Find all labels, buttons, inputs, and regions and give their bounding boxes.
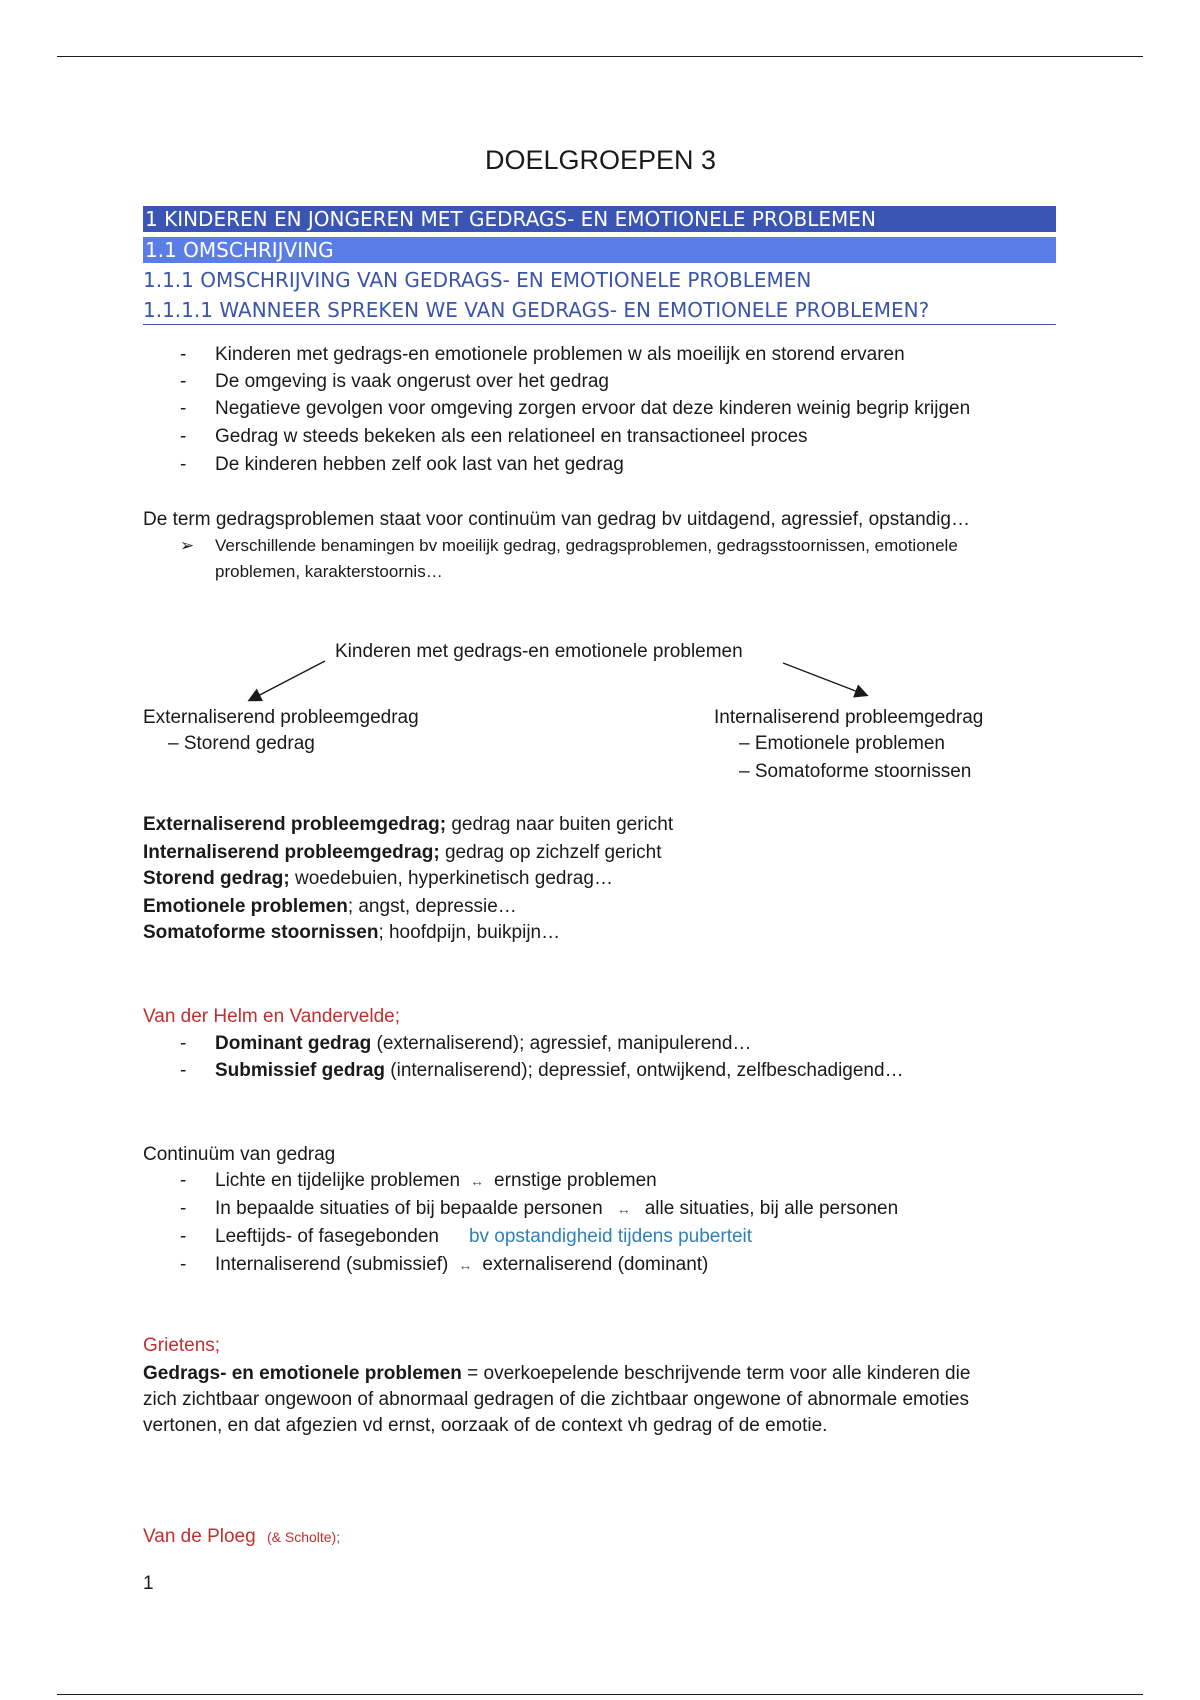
continuum-left: In bepaalde situaties of bij bepaalde personen [215, 1198, 603, 1219]
definition-term: Somatoforme stoornissen [143, 922, 379, 943]
list-item-text [215, 1030, 751, 1057]
grietens-line-1 [143, 1360, 970, 1387]
item-desc: (externaliserend); agressief, manipulerend… [371, 1033, 752, 1054]
ploeg-heading-sub: (& Scholte); [266, 1529, 341, 1545]
bullet-dash: - [180, 344, 187, 365]
definition-row [143, 893, 517, 920]
continuum-left: Internaliserend (submissief) [215, 1254, 449, 1275]
list-item-text [215, 1223, 752, 1250]
diagram-right-title: Internaliserend probleemgedrag [714, 707, 984, 728]
double-arrow-icon: ↔ [616, 1201, 631, 1217]
definition-desc: ; angst, depressie… [347, 896, 517, 917]
term-subline-1: Verschillende benamingen bv moeilijk gedrag, gedragsproblemen, gedragsstoornissen, emotionele [215, 536, 958, 555]
bullet-dash: - [180, 454, 187, 475]
list-item-text [215, 1167, 657, 1195]
definition-term: Externaliserend probleemgedrag; [143, 814, 447, 835]
definition-desc: woedebuien, hyperkinetisch gedrag… [289, 868, 613, 889]
list-item-text: De omgeving is vaak ongerust over het gedrag [215, 371, 609, 392]
definition-term: Internaliserend probleemgedrag; [143, 842, 440, 863]
definition-term: Emotionele problemen [143, 896, 348, 917]
grietens-line-3: vertonen, en dat afgezien vd ernst, oorzaak of de context vh gedrag of de emotie. [143, 1415, 828, 1436]
item-desc: (internaliserend); depressief, ontwijkend, zelfbeschadigend… [385, 1060, 904, 1081]
definition-desc: ; hoofdpijn, buikpijn… [378, 922, 561, 943]
heading-2: 1.1 OMSCHRIJVING [143, 237, 1056, 263]
bullet-dash: - [180, 1254, 187, 1275]
arrowhead-bullet-icon: ➢ [180, 536, 195, 555]
item-term: Dominant gedrag [215, 1033, 372, 1054]
definition-row [143, 839, 661, 866]
definition-desc: gedrag naar buiten gericht [446, 814, 674, 835]
double-arrow-icon: ↔ [458, 1257, 473, 1273]
term-sentence: De term gedragsproblemen staat voor continuüm van gedrag bv uitdagend, agressief, opstandig… [143, 509, 970, 530]
term-subline-2: problemen, karakterstoornis… [215, 562, 443, 581]
diagram-left-item: – Storend gedrag [168, 733, 315, 754]
heading-1: 1 KINDEREN EN JONGEREN MET GEDRAGS- EN EMOTIONELE PROBLEMEN [143, 206, 1056, 232]
double-arrow-icon: ↔ [470, 1173, 485, 1189]
continuum-left: Leeftijds- of fasegebonden [215, 1226, 439, 1247]
definition-term: Storend gedrag; [143, 868, 290, 889]
continuum-right: bv opstandigheid tijdens puberteit [468, 1226, 753, 1247]
diagram-right-item: – Somatoforme stoornissen [739, 761, 972, 782]
item-term: Submissief gedrag [215, 1060, 385, 1081]
page-number: 1 [143, 1573, 154, 1594]
list-item-text [215, 1057, 904, 1084]
ploeg-heading [143, 1523, 340, 1551]
helm-heading: Van der Helm en Vandervelde; [143, 1006, 401, 1027]
grietens-term: Gedrags- en emotionele problemen [143, 1363, 462, 1384]
ploeg-heading-text: Van de Ploeg [143, 1526, 256, 1547]
bullet-dash: - [180, 426, 187, 447]
diagram-left-title: Externaliserend probleemgedrag [143, 707, 419, 728]
diagram-arrows [143, 650, 1058, 710]
continuum-heading: Continuüm van gedrag [143, 1144, 336, 1165]
definition-desc: gedrag op zichzelf gericht [439, 842, 662, 863]
heading-4: 1.1.1.1 WANNEER SPREKEN WE VAN GEDRAGS- EN EMOTIONELE PROBLEMEN? [143, 296, 1056, 325]
grietens-desc: = overkoepelende beschrijvende term voor alle kinderen die [461, 1363, 971, 1384]
heading-3: 1.1.1 OMSCHRIJVING VAN GEDRAGS- EN EMOTIONELE PROBLEMEN [143, 268, 812, 292]
arrow-left [250, 661, 325, 700]
definition-row [143, 865, 613, 892]
document-page [143, 0, 1058, 1700]
continuum-right: ernstige problemen [494, 1170, 657, 1191]
list-item-text: Kinderen met gedrags-en emotionele problemen w als moeilijk en storend ervaren [215, 344, 905, 365]
continuum-right: externaliserend (dominant) [482, 1254, 709, 1275]
bullet-dash: - [180, 1226, 187, 1247]
document-title: DOELGROEPEN 3 [484, 145, 717, 175]
continuum-right: alle situaties, bij alle personen [644, 1198, 899, 1219]
list-item-text [215, 1251, 708, 1279]
diagram-right-item: – Emotionele problemen [739, 733, 945, 754]
definition-row [143, 811, 673, 838]
list-item-text: Gedrag w steeds bekeken als een relationeel en transactioneel proces [215, 426, 808, 447]
list-item-text: Negatieve gevolgen voor omgeving zorgen ervoor dat deze kinderen weinig begrip krijgen [215, 398, 971, 419]
diagram-top-label: Kinderen met gedrags-en emotionele problemen [335, 641, 743, 662]
list-item-text [215, 1195, 898, 1223]
bullet-dash: - [180, 398, 187, 419]
bullet-dash: - [180, 1033, 187, 1054]
continuum-left: Lichte en tijdelijke problemen [215, 1170, 461, 1191]
grietens-heading: Grietens; [143, 1335, 221, 1356]
bullet-dash: - [180, 1060, 187, 1081]
list-item-text: De kinderen hebben zelf ook last van het gedrag [215, 454, 624, 475]
bullet-dash: - [180, 1170, 187, 1191]
bullet-dash: - [180, 1198, 187, 1219]
bullet-dash: - [180, 371, 187, 392]
arrow-right [783, 663, 866, 695]
definition-row [143, 919, 560, 946]
grietens-line-2: zich zichtbaar ongewoon of abnormaal gedragen of die zichtbaar ongewone of abnormale emoties [143, 1389, 969, 1410]
